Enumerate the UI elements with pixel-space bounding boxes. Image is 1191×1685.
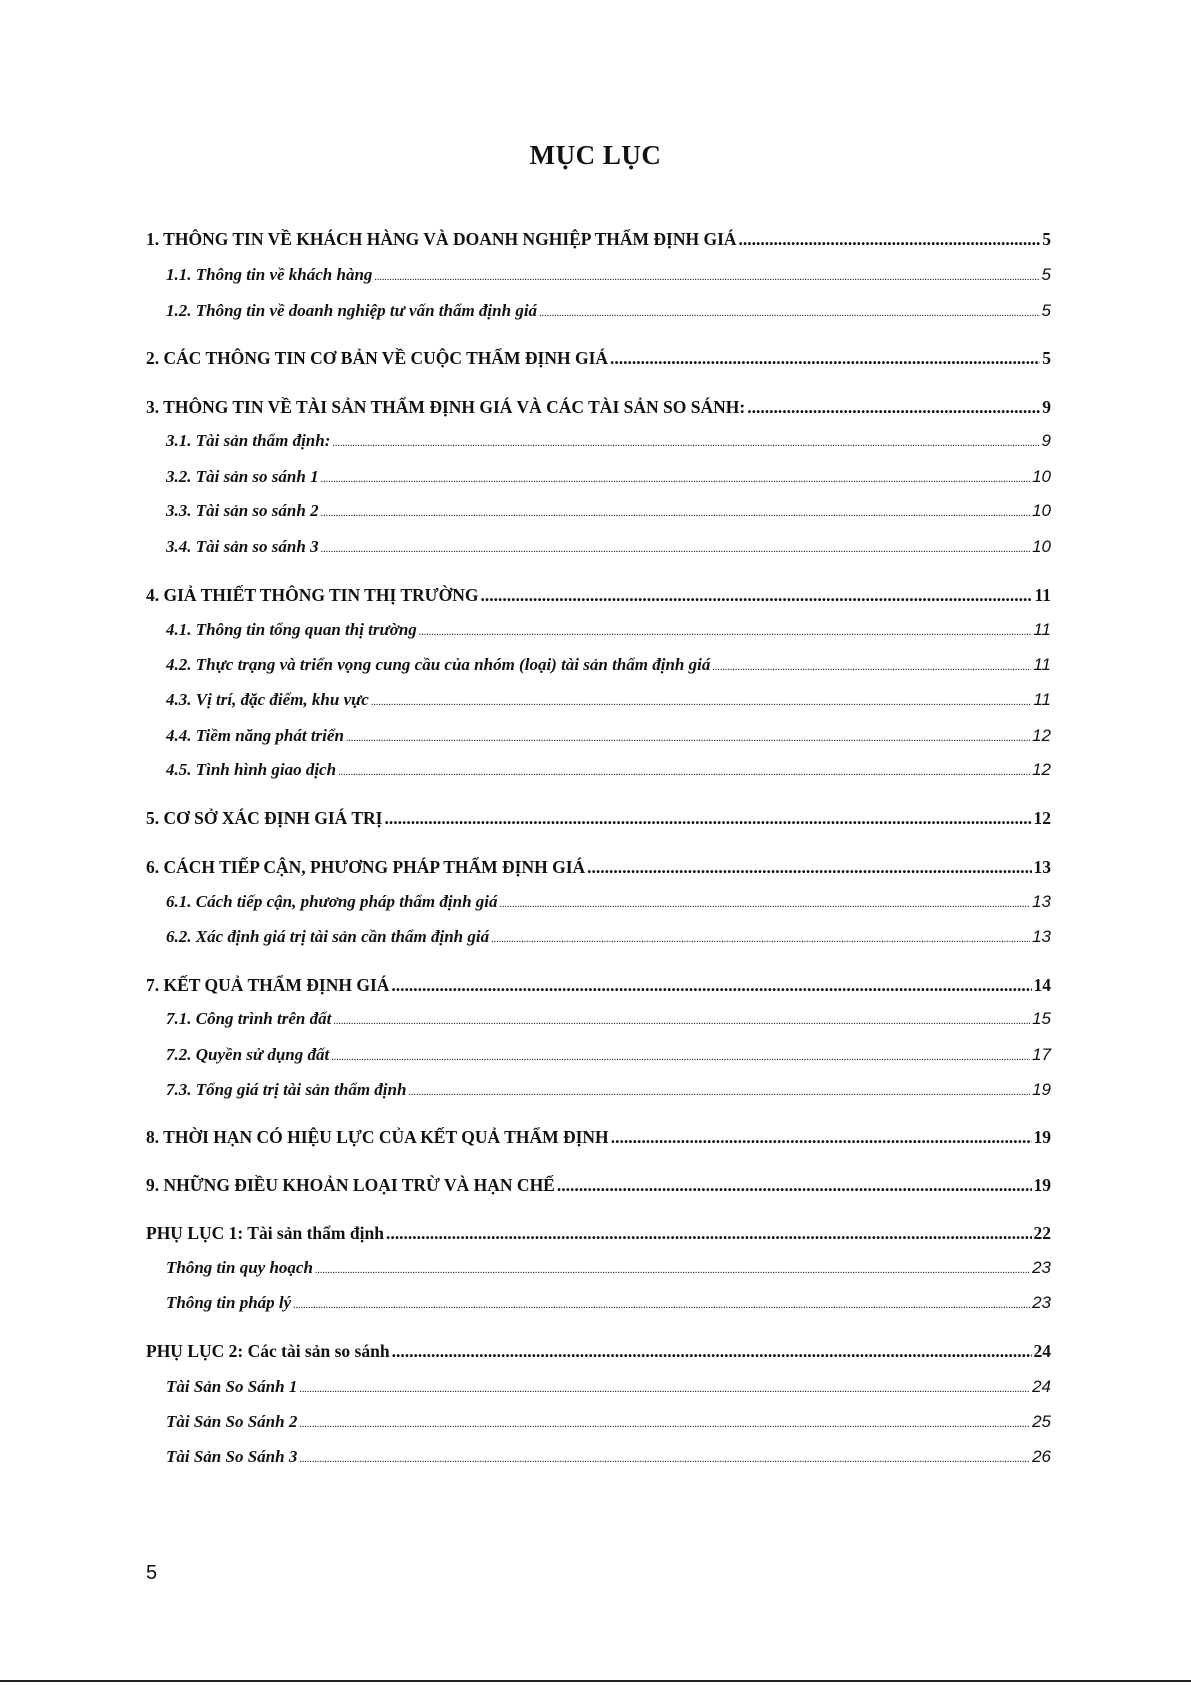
toc-entry-text: 3.1. Tài sản thẩm định: xyxy=(166,431,331,450)
toc-leader-dots xyxy=(747,397,1040,418)
toc-entry-text: 5. CƠ SỞ XÁC ĐỊNH GIÁ TRỊ xyxy=(146,808,383,828)
toc-entry[interactable] xyxy=(166,1045,1051,1065)
toc-leader-dots xyxy=(321,537,1031,557)
toc-entry-page: 5 xyxy=(1042,348,1051,368)
toc-entry[interactable] xyxy=(166,1080,1051,1100)
toc-entry[interactable] xyxy=(146,1223,1051,1244)
toc-leader-dots xyxy=(712,655,1031,675)
toc-entry[interactable] xyxy=(166,431,1051,451)
toc-leader-dots xyxy=(315,1258,1030,1278)
toc-entry-page: 13 xyxy=(1033,857,1051,877)
toc-entry[interactable] xyxy=(146,1175,1051,1196)
toc-entry-page: 12 xyxy=(1032,760,1051,779)
toc-leader-dots xyxy=(611,1127,1032,1148)
toc-leader-dots xyxy=(610,348,1040,369)
toc-leader-dots xyxy=(321,467,1031,487)
toc-entry[interactable] xyxy=(166,760,1051,780)
toc-leader-dots xyxy=(321,501,1031,521)
toc-entry-text: PHỤ LỤC 1: Tài sản thẩm định xyxy=(146,1223,384,1243)
toc-entry-text: 6.2. Xác định giá trị tài sản cần thẩm định giá xyxy=(166,927,490,946)
toc-leader-dots xyxy=(332,431,1039,451)
page-number: 5 xyxy=(146,1562,158,1584)
toc-leader-dots xyxy=(557,1175,1032,1196)
toc-entry-page: 22 xyxy=(1033,1223,1051,1243)
toc-leader-dots xyxy=(539,301,1039,321)
toc-entry-text: 4.1. Thông tin tổng quan thị trường xyxy=(166,620,417,639)
toc-entry-page: 12 xyxy=(1033,808,1051,828)
toc-entry-text: 3.3. Tài sản so sánh 2 xyxy=(166,501,319,520)
toc-entry[interactable] xyxy=(146,348,1051,369)
toc-entry[interactable] xyxy=(146,808,1051,829)
toc-entry-text: 3.2. Tài sản so sánh 1 xyxy=(166,467,319,486)
toc-leader-dots xyxy=(500,892,1031,912)
toc-entry-text: 8. THỜI HẠN CÓ HIỆU LỰC CỦA KẾT QUẢ THẨM ĐỊNH xyxy=(146,1127,609,1147)
bottom-divider xyxy=(0,1680,1191,1682)
toc-entry-page: 25 xyxy=(1032,1412,1051,1431)
toc-entry-page: 13 xyxy=(1032,892,1051,911)
toc-entry-page: 5 xyxy=(1041,265,1051,284)
toc-entry[interactable] xyxy=(166,726,1051,746)
toc-entry-page: 23 xyxy=(1032,1258,1051,1277)
toc-entry-page: 17 xyxy=(1032,1045,1051,1064)
toc-entry-text: 7.3. Tổng giá trị tài sản thẩm định xyxy=(166,1080,407,1099)
toc-leader-dots xyxy=(480,585,1032,606)
toc-entry[interactable] xyxy=(166,1447,1051,1467)
toc-entry-text: 1. THÔNG TIN VỀ KHÁCH HÀNG VÀ DOANH NGHIỆP THẨM ĐỊNH GIÁ xyxy=(146,229,737,249)
toc-entry-text: Tài Sản So Sánh 2 xyxy=(166,1412,298,1431)
toc-entry[interactable] xyxy=(146,1341,1051,1362)
toc-entry-text: Tài Sản So Sánh 3 xyxy=(166,1447,298,1466)
toc-entry-text: 7.2. Quyền sử dụng đất xyxy=(166,1045,330,1064)
toc-entry-page: 24 xyxy=(1033,1341,1051,1361)
toc-entry-page: 24 xyxy=(1032,1377,1051,1396)
toc-entry-text: Thông tin pháp lý xyxy=(166,1293,292,1312)
toc-entry[interactable] xyxy=(146,975,1051,996)
toc-leader-dots xyxy=(391,975,1031,996)
toc-entry-page: 14 xyxy=(1033,975,1051,995)
toc-entry-page: 26 xyxy=(1032,1447,1051,1466)
toc-entry[interactable] xyxy=(166,1258,1051,1278)
toc-entry-page: 19 xyxy=(1033,1175,1051,1195)
toc-leader-dots xyxy=(374,265,1039,285)
page-title: MỤC LỤC xyxy=(529,140,662,170)
toc-leader-dots xyxy=(299,1377,1030,1397)
toc-entry[interactable] xyxy=(166,501,1051,521)
toc-leader-dots xyxy=(384,808,1031,829)
toc-leader-dots xyxy=(408,1080,1030,1100)
toc-entry-text: 6. CÁCH TIẾP CẬN, PHƯƠNG PHÁP THẨM ĐỊNH GIÁ xyxy=(146,857,586,877)
toc-entry-page: 11 xyxy=(1033,620,1051,639)
toc-leader-dots xyxy=(346,726,1030,746)
toc-entry-page: 13 xyxy=(1032,927,1051,946)
toc-entry[interactable] xyxy=(166,537,1051,557)
toc-entry-text: 1.1. Thông tin về khách hàng xyxy=(166,265,373,284)
toc-leader-dots xyxy=(491,927,1030,947)
toc-leader-dots xyxy=(299,1412,1030,1432)
toc-entry[interactable] xyxy=(146,585,1051,606)
toc-entry[interactable] xyxy=(166,1009,1051,1029)
toc-entry-page: 10 xyxy=(1032,501,1051,520)
toc-entry-text: 3.4. Tài sản so sánh 3 xyxy=(166,537,319,556)
toc-entry-page: 9 xyxy=(1041,431,1051,450)
toc-entry-text: 2. CÁC THÔNG TIN CƠ BẢN VỀ CUỘC THẨM ĐỊNH GIÁ xyxy=(146,348,609,368)
toc-entry-page: 11 xyxy=(1033,690,1051,709)
toc-entry[interactable] xyxy=(146,397,1051,418)
toc-entry[interactable] xyxy=(166,301,1051,321)
toc-leader-dots xyxy=(392,1341,1032,1362)
toc-entry[interactable] xyxy=(166,265,1051,285)
toc-entry-text: 7.1. Công trình trên đất xyxy=(166,1009,332,1028)
toc-entry-text: 4.4. Tiềm năng phát triển xyxy=(166,726,344,745)
toc-entry[interactable] xyxy=(166,467,1051,487)
toc-entry-page: 10 xyxy=(1032,467,1051,486)
toc-leader-dots xyxy=(331,1045,1030,1065)
toc-leader-dots xyxy=(293,1293,1030,1313)
toc-entry[interactable] xyxy=(166,620,1051,640)
toc-entry-text: 6.1. Cách tiếp cận, phương pháp thẩm định giá xyxy=(166,892,498,911)
toc-entry-text: 1.2. Thông tin về doanh nghiệp tư vấn thẩm định giá xyxy=(166,301,538,320)
toc-entry-page: 19 xyxy=(1033,1127,1051,1147)
toc-entry[interactable] xyxy=(166,1377,1051,1397)
toc-leader-dots xyxy=(333,1009,1030,1029)
toc-entry[interactable] xyxy=(166,1293,1051,1313)
toc-entry-text: 7. KẾT QUẢ THẨM ĐỊNH GIÁ xyxy=(146,975,390,995)
toc-entry-page: 9 xyxy=(1042,397,1051,417)
toc-leader-dots xyxy=(419,620,1032,640)
toc-entry-text: Thông tin quy hoạch xyxy=(166,1258,313,1277)
toc-entry-text: 4.5. Tình hình giao dịch xyxy=(166,760,337,779)
toc-leader-dots xyxy=(587,857,1031,878)
toc-entry-text: 9. NHỮNG ĐIỀU KHOẢN LOẠI TRỪ VÀ HẠN CHẾ xyxy=(146,1175,555,1195)
toc-entry-page: 11 xyxy=(1034,585,1051,605)
toc-entry-page: 10 xyxy=(1032,537,1051,556)
toc-entry[interactable] xyxy=(146,857,1051,878)
toc-entry-text: 4.2. Thực trạng và triển vọng cung cầu của nhóm (loại) tài sản thẩm định giá xyxy=(166,655,711,674)
toc-entry[interactable] xyxy=(146,229,1051,250)
toc-entry-text: 4.3. Vị trí, đặc điểm, khu vực xyxy=(166,690,369,709)
toc-leader-dots xyxy=(371,690,1031,710)
toc-entry-text: Tài Sản So Sánh 1 xyxy=(166,1377,298,1396)
toc-entry-page: 23 xyxy=(1032,1293,1051,1312)
toc-leader-dots xyxy=(338,760,1030,780)
toc-leader-dots xyxy=(386,1223,1032,1244)
toc-entry-page: 12 xyxy=(1032,726,1051,745)
toc-entry-text: 3. THÔNG TIN VỀ TÀI SẢN THẨM ĐỊNH GIÁ VÀ CÁC TÀI SẢN SO SÁNH: xyxy=(146,397,746,417)
toc-entry-page: 19 xyxy=(1032,1080,1051,1099)
toc-leader-dots xyxy=(739,229,1041,250)
toc-leader-dots xyxy=(299,1447,1030,1467)
toc-entry[interactable] xyxy=(146,1127,1051,1148)
toc-entry-page: 15 xyxy=(1032,1009,1051,1028)
toc-entry-page: 11 xyxy=(1033,655,1051,674)
toc-entry-page: 5 xyxy=(1042,229,1051,249)
toc-entry[interactable] xyxy=(166,927,1051,947)
toc-entry-text: 4. GIẢ THIẾT THÔNG TIN THỊ TRƯỜNG xyxy=(146,585,479,605)
toc-entry[interactable] xyxy=(166,655,1051,675)
toc-entry[interactable] xyxy=(166,892,1051,912)
toc-entry-page: 5 xyxy=(1041,301,1051,320)
toc-entry[interactable] xyxy=(166,1412,1051,1432)
toc-entry[interactable] xyxy=(166,690,1051,710)
toc-entry-text: PHỤ LỤC 2: Các tài sản so sánh xyxy=(146,1341,390,1361)
